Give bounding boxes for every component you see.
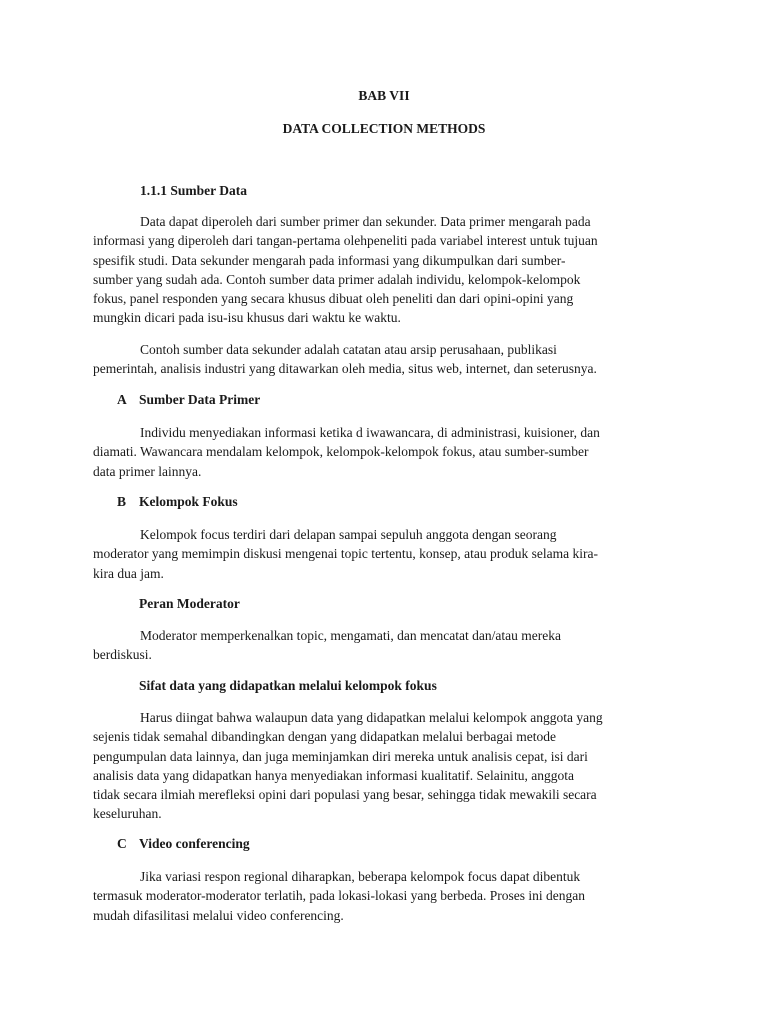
text-line: Contoh sumber data sekunder adalah catatan atau arsip perusahaan, publikasi <box>140 342 557 357</box>
section-letter: A <box>117 392 127 407</box>
section-title: Video conferencing <box>139 836 250 851</box>
text-line: fokus, panel responden yang secara khusus dibuat oleh peneliti dan dari opini-opini yang <box>93 291 574 307</box>
section-heading-a <box>117 392 260 408</box>
text-line: termasuk moderator-moderator terlatih, pada lokasi-lokasi yang berbeda. Proses ini dengan <box>93 888 585 904</box>
text-line: informasi yang diperoleh dari tangan-pertama olehpeneliti pada variabel interest untuk tujuan <box>93 233 598 249</box>
paragraph-peran-moderator <box>93 626 673 665</box>
text-line: data primer lainnya. <box>93 463 202 479</box>
text-line: analisis data yang didapatkan hanya menyediakan informasi kualitatif. Selainitu, anggota <box>93 767 574 783</box>
text-line: Individu menyediakan informasi ketika d iwawancara, di administrasi, kuisioner, dan <box>140 425 600 440</box>
section-letter: C <box>117 836 127 851</box>
text-line: berdiskusi. <box>93 647 152 663</box>
paragraph-sumber-data-2 <box>93 340 673 379</box>
subheading-peran-moderator: Peran Moderator <box>139 596 240 611</box>
subheading-sifat-data: Sifat data yang didapatkan melalui kelompok fokus <box>139 678 437 693</box>
section-title: Kelompok Fokus <box>139 494 238 509</box>
text-line: moderator yang memimpin diskusi mengenai topic tertentu, konsep, atau produk selama kira- <box>93 546 598 562</box>
section-letter: B <box>117 494 127 509</box>
section-title: Sumber Data Primer <box>139 392 261 407</box>
text-line: Jika variasi respon regional diharapkan, beberapa kelompok focus dapat dibentuk <box>140 869 581 884</box>
text-line: tidak secara ilmiah merefleksi opini dari populasi yang besar, sehingga tidak mewakili secara <box>93 787 597 803</box>
chapter-label: BAB VII <box>358 88 410 103</box>
text-line: keseluruhan. <box>93 806 162 822</box>
text-line: diamati. Wawancara mendalam kelompok, kelompok-kelompok fokus, atau sumber-sumber <box>93 444 589 460</box>
text-line: Data dapat diperoleh dari sumber primer dan sekunder. Data primer mengarah pada <box>140 214 591 229</box>
text-line: spesifik studi. Data sekunder mengarah pada informasi yang dikumpulkan dari sumber- <box>93 252 566 268</box>
text-line: mudah difasilitasi melalui video conferencing. <box>93 907 344 923</box>
text-line: sejenis tidak semahal dibandingkan dengan yang didapatkan melalui berbagai metode <box>93 729 556 745</box>
paragraph-video-conferencing <box>93 867 673 925</box>
text-line: mungkin dicari pada isu-isu khusus dari waktu ke waktu. <box>93 310 401 326</box>
text-line: Moderator memperkenalkan topic, mengamati, dan mencatat dan/atau mereka <box>140 628 561 643</box>
text-line: Harus diingat bahwa walaupun data yang didapatkan melalui kelompok anggota yang <box>140 710 603 725</box>
document-title: DATA COLLECTION METHODS <box>282 121 486 136</box>
paragraph-sumber-data-primer <box>93 423 673 481</box>
text-line: Kelompok focus terdiri dari delapan sampai sepuluh anggota dengan seorang <box>140 527 557 542</box>
text-line: pengumpulan data lainnya, dan juga meminjamkan diri mereka untuk analisis cepat, isi dari <box>93 748 588 764</box>
paragraph-kelompok-fokus <box>93 525 673 583</box>
text-line: kira dua jam. <box>93 565 164 581</box>
text-line: pemerintah, analisis industri yang ditawarkan oleh media, situs web, internet, dan seterusnya. <box>93 361 597 377</box>
section-heading-sumber-data: 1.1.1 Sumber Data <box>140 183 248 198</box>
paragraph-sumber-data-1 <box>93 212 673 328</box>
text-line: sumber yang sudah ada. Contoh sumber data primer adalah individu, kelompok-kelompok <box>93 271 581 287</box>
section-heading-b <box>117 494 238 510</box>
section-heading-c <box>117 836 250 852</box>
paragraph-sifat-data <box>93 708 673 824</box>
